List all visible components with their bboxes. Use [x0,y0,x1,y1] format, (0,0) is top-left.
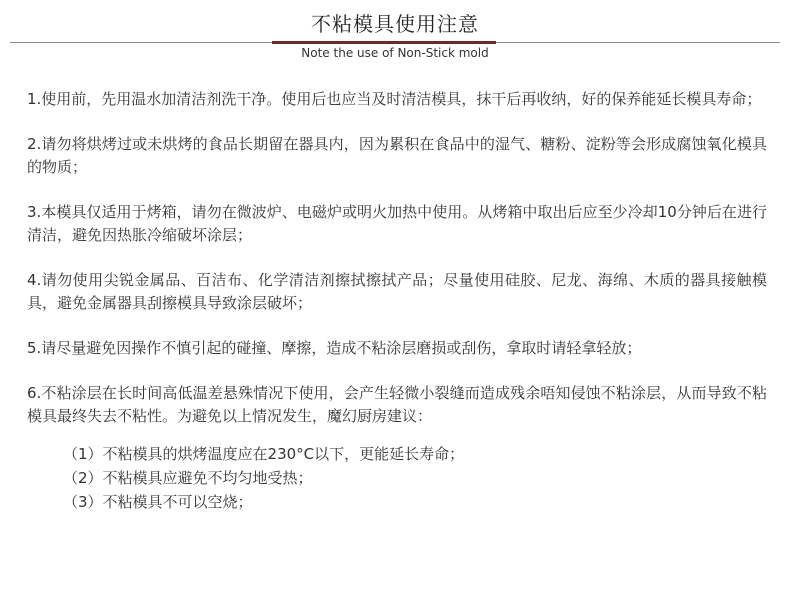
instruction-paragraph-3: 3.本模具仅适用于烤箱，请勿在微波炉、电磁炉或明火加热中使用。从烤箱中取出后应至少冷却10分钟后在进行清洁，避免因热胀冷缩破坏涂层； [27,203,767,244]
page-subtitle: Note the use of Non-Stick mold [301,46,489,60]
title-underline-accent [272,41,496,44]
recommendation-item-1: （1）不粘模具的烘烤温度应在230°C以下，更能延长寿命； [63,445,465,463]
instruction-paragraph-6: 6.不粘涂层在长时间高低温差悬殊情况下使用，会产生轻微小裂缝而造成残余唔知侵蚀不粘涂层，从而导致不粘模具最终失去不粘性。为避免以上情况发生，魔幻厨房建议： [27,384,767,425]
recommendation-list [27,442,767,514]
instruction-paragraph-1: 1.使用前，先用温水加清洁剂洗干净。使用后也应当及时清洁模具，抹干后再收纳，好的保养能延长模具寿命； [27,90,762,108]
recommendation-item-3: （3）不粘模具不可以空烧； [63,493,253,511]
recommendation-item-2: （2）不粘模具应避免不均匀地受热； [63,469,313,487]
instructions-body [27,88,767,514]
instruction-paragraph-4: 4.请勿使用尖锐金属品、百洁布、化学清洁剂擦拭擦拭产品；尽量使用硅胶、尼龙、海绵、木质的器具接触模具，避免金属器具刮擦模具导致涂层破坏； [27,271,767,312]
page-header [0,0,790,70]
page-title: 不粘模具使用注意 [311,12,479,36]
instruction-paragraph-5: 5.请尽量避免因操作不慎引起的碰撞、摩擦，造成不粘涂层磨损或刮伤，拿取时请轻拿轻放； [27,339,642,357]
instruction-paragraph-2: 2.请勿将烘烤过或未烘烤的食品长期留在器具内，因为累积在食品中的湿气、糖粉、淀粉等会形成腐蚀氧化模具的物质； [27,135,767,176]
